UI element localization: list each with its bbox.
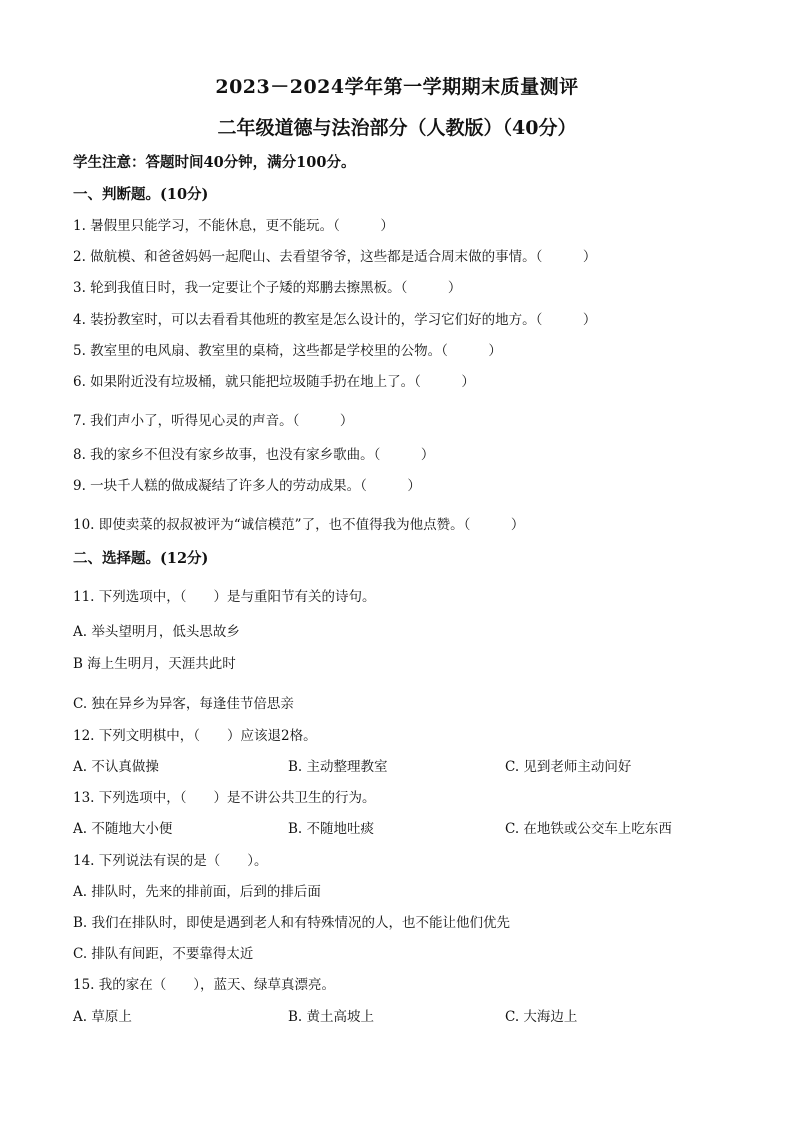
- section-heading-multiple-choice: 二、选择题。(12分): [73, 550, 209, 567]
- q13-option-c: C. 在地铁或公交车上吃东西: [505, 821, 672, 837]
- student-notice: 学生注意：答题时间40分钟，满分100分。: [73, 154, 356, 171]
- question-7: 7. 我们声小了，听得见心灵的声音。（ ）: [73, 413, 354, 429]
- question-13: 13. 下列选项中，（ ）是不讲公共卫生的行为。: [73, 790, 376, 806]
- q15-option-c: C. 大海边上: [505, 1009, 578, 1025]
- q12-option-a: A. 不认真做操: [73, 759, 159, 775]
- question-6: 6. 如果附近没有垃圾桶，就只能把垃圾随手扔在地上了。（ ）: [73, 374, 475, 390]
- q13-option-b: B. 不随地吐痰: [288, 821, 375, 837]
- exam-title: 2023－2024学年第一学期期末质量测评: [215, 76, 579, 98]
- question-12: 12. 下列文明棋中，（ ）应该退2格。: [73, 728, 317, 744]
- question-14: 14. 下列说法有误的是（ ）。: [73, 853, 268, 869]
- q13-option-a: A. 不随地大小便: [73, 821, 173, 837]
- question-2: 2. 做航模、和爸爸妈妈一起爬山、去看望爷爷，这些都是适合周末做的事情。（ ）: [73, 249, 597, 265]
- q15-option-b: B. 黄土高坡上: [288, 1009, 375, 1025]
- q12-option-c: C. 见到老师主动问好: [505, 759, 632, 775]
- q14-option-a: A. 排队时，先来的排前面，后到的排后面: [73, 884, 321, 900]
- question-8: 8. 我的家乡不但没有家乡故事，也没有家乡歌曲。（ ）: [73, 447, 435, 463]
- question-10: 10. 即使卖菜的叔叔被评为“诚信模范”了，也不值得我为他点赞。（ ）: [73, 517, 525, 533]
- q15-option-a: A. 草原上: [73, 1009, 132, 1025]
- question-4: 4. 装扮教室时，可以去看看其他班的教室是怎么设计的，学习它们好的地方。（ ）: [73, 312, 597, 328]
- question-1: 1. 暑假里只能学习，不能休息，更不能玩。（ ）: [73, 218, 394, 234]
- q11-option-a: A. 举头望明月，低头思故乡: [73, 624, 240, 640]
- q12-option-b: B. 主动整理教室: [288, 759, 388, 775]
- section-heading-true-false: 一、判断题。(10分): [73, 186, 209, 203]
- q11-option-c: C. 独在异乡为异客，每逢佳节倍思亲: [73, 696, 294, 712]
- question-9: 9. 一块千人糕的做成凝结了许多人的劳动成果。（ ）: [73, 478, 421, 494]
- question-3: 3. 轮到我值日时，我一定要让个子矮的郑鹏去擦黑板。（ ）: [73, 280, 462, 296]
- q14-option-c: C. 排队有间距，不要靠得太近: [73, 946, 254, 962]
- exam-subtitle: 二年级道德与法治部分（人教版）（40分）: [217, 117, 577, 139]
- question-11: 11. 下列选项中，（ ）是与重阳节有关的诗句。: [73, 589, 376, 605]
- question-15: 15. 我的家在（ ），蓝天、绿草真漂亮。: [73, 977, 336, 993]
- q11-option-b: B 海上生明月，天涯共此时: [73, 656, 236, 672]
- q14-option-b: B. 我们在排队时，即使是遇到老人和有特殊情况的人，也不能让他们优先: [73, 915, 511, 931]
- question-5: 5. 教室里的电风扇、教室里的桌椅，这些都是学校里的公物。（ ）: [73, 343, 502, 359]
